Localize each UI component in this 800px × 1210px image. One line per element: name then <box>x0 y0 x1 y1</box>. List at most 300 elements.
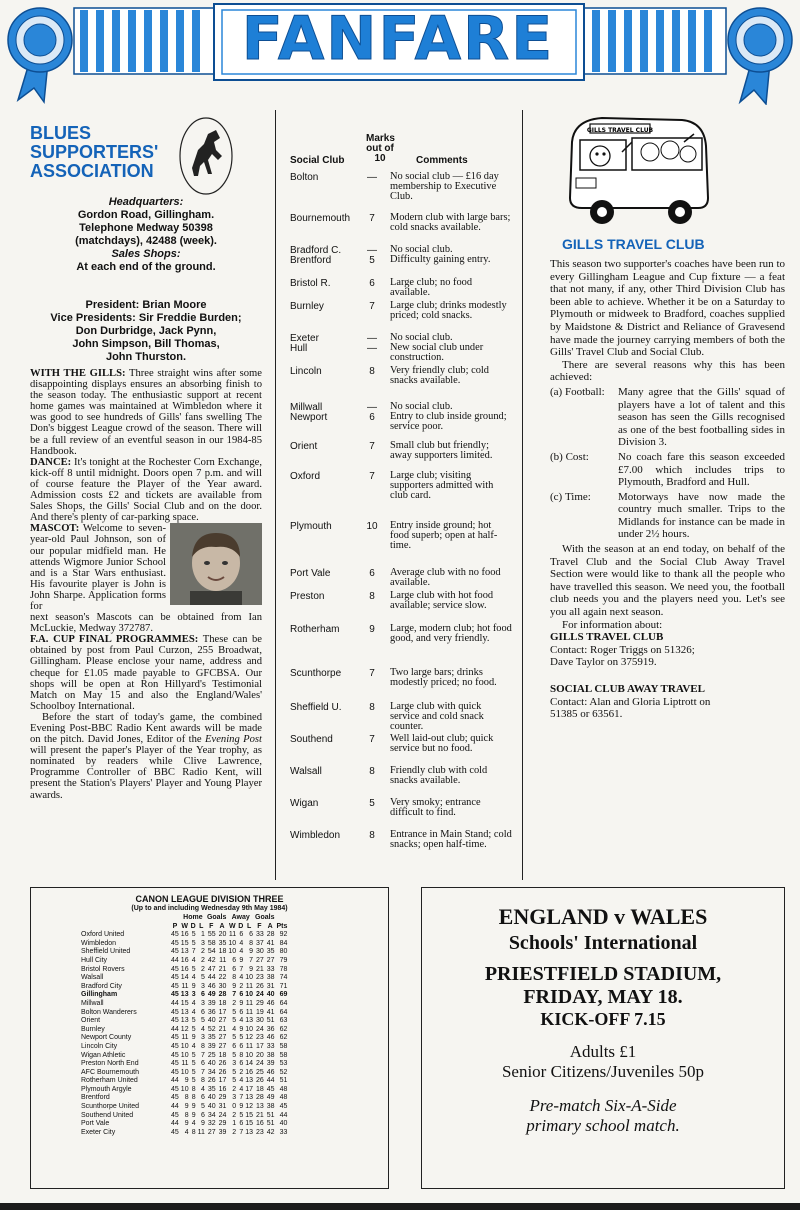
league-row <box>81 1034 289 1043</box>
stat-cell: 3 <box>201 999 205 1007</box>
stat-cell: 13 <box>180 991 189 999</box>
stat-cell: 19 <box>255 1008 264 1016</box>
stat-cell: 16 <box>255 1120 264 1128</box>
league-row <box>81 1017 289 1026</box>
club-mark: 8 <box>369 591 375 602</box>
stat-cell: 35 <box>207 1034 216 1042</box>
stat-cell: 45 <box>171 1017 179 1025</box>
reason-item <box>550 386 785 449</box>
league-row <box>81 948 289 957</box>
club-name: Lincoln <box>290 366 322 377</box>
stat-cell: 4 <box>184 1128 189 1136</box>
stat-cell: 26 <box>255 1077 264 1085</box>
stat-cell: 51 <box>266 1120 275 1128</box>
club-name: Newport <box>290 412 328 423</box>
stat-cell: 78 <box>279 965 288 973</box>
news-heading: MASCOT: <box>30 523 80 535</box>
stat-cell: 4 <box>239 948 244 956</box>
stat-cell: 13 <box>180 1017 189 1025</box>
stat-cell: 9 <box>191 982 196 990</box>
travel-club-title: GILLS TRAVEL CLUB <box>562 236 705 252</box>
club-mark: 7 <box>369 668 375 679</box>
reason-key: (c) <box>550 490 563 503</box>
stat-cell: 2 <box>232 1111 237 1119</box>
club-mark: 5 <box>369 255 375 266</box>
fanfare-banner <box>0 0 800 105</box>
club-comment: Entrance in Main Stand; cold snacks; open half-time. <box>390 829 512 851</box>
team-name: Bristol Rovers <box>81 965 125 973</box>
club-comment: Modern club with large bars; cold snacks available. <box>390 212 511 234</box>
club-comment: Very friendly club; cold snacks available. <box>390 365 489 387</box>
club-mark: — <box>367 343 377 354</box>
stat-cell: 44 <box>171 999 179 1007</box>
club-comment: Large club; visiting supporters admitted with club card. <box>390 470 494 502</box>
news-text: next season's Mascots can be obtained from Ian McLuckie, Medway 372787. <box>30 612 262 635</box>
club-mark: 8 <box>369 830 375 841</box>
officer-line: Don Durbridge, Jack Pynn, <box>75 325 217 337</box>
match-kickoff: KICK-OFF 7.15 <box>540 1009 666 1029</box>
league-row <box>81 974 289 983</box>
league-row <box>81 1094 289 1103</box>
stat-cell: 46 <box>266 999 275 1007</box>
stat-cell: 7 <box>239 1128 244 1136</box>
stat-cell: 11 <box>181 982 189 990</box>
stat-cell: 40 <box>279 1120 288 1128</box>
club-name: Bradford C. <box>290 245 342 256</box>
stat-cell: 40 <box>207 1103 216 1111</box>
stat-cell: 24 <box>218 1111 227 1119</box>
news-text: will present the paper's Player of the Year trophy, as nominated by readers while Clive Lawrence, Programme Controller of BBC Radio Kent, will present the Station's Players' Player and Young Player awards. <box>30 745 262 801</box>
team-name: Rotherham United <box>81 1077 138 1085</box>
stat-cell: 58 <box>279 1051 288 1059</box>
club-mark: 9 <box>369 624 375 635</box>
club-comment: Large club with quick service and cold snack counter. <box>390 701 484 733</box>
stat-cell: 10 <box>245 974 254 982</box>
stat-cell: 51 <box>266 1111 275 1119</box>
stat-cell: 26 <box>255 982 264 990</box>
travel-paragraph: There are several reasons why this has been achieved: <box>550 358 785 384</box>
stat-cell: 35 <box>218 939 227 947</box>
stat-cell: 21 <box>218 965 227 973</box>
stat-cell: 62 <box>279 1025 288 1033</box>
stat-cell: 44 <box>171 1025 179 1033</box>
stat-cell: 10 <box>180 1042 189 1050</box>
league-row <box>81 1112 289 1121</box>
team-name: Port Vale <box>81 1120 110 1128</box>
team-name: Southend United <box>81 1111 134 1119</box>
news-text: Welcome to seven-year-old Paul Johnson, son of our popular midfield man. He attends Wigmore Junior School and is a Star Wars enthusiast. His favourite player is John is John Sharpe. Application forms for <box>30 523 166 612</box>
stat-cell: 1 <box>201 931 205 939</box>
stat-cell: 5 <box>232 1008 237 1016</box>
stat-cell: 24 <box>255 1060 264 1068</box>
stat-cell: 10 <box>228 939 237 947</box>
reason-key: (a) <box>550 385 563 398</box>
league-row <box>81 931 289 940</box>
league-row <box>81 1120 289 1129</box>
stat-cell: 4 <box>232 1025 237 1033</box>
news-text: It's tonight at the Rochester Corn Exchange, kick-off 8 until midnight. Doors open 7 p.m. and will of course feature the Player of the Year award. Admission costs £2 and tickets are available from Sales Shops, the Gills' Social Club and on the door. And there's plenty of car-parking space. <box>30 456 262 524</box>
stat-cell: 26 <box>207 1077 216 1085</box>
stat-cell: 33 <box>266 965 275 973</box>
team-name: Plymouth Argyle <box>81 1085 132 1093</box>
stat-cell: 23 <box>255 974 264 982</box>
stat-cell: 6 <box>239 991 244 999</box>
stat-cell: 6 <box>232 965 237 973</box>
stat-cell: 7 <box>191 948 196 956</box>
club-mark: 8 <box>369 702 375 713</box>
stat-cell: 17 <box>218 1077 227 1085</box>
stat-cell: 11 <box>245 982 254 990</box>
club-mark: — <box>367 402 377 413</box>
team-name: Gillingham <box>81 991 118 999</box>
stat-cell: 2 <box>201 956 205 964</box>
stat-cell: 5 <box>201 1017 205 1025</box>
stat-cell: 4 <box>239 939 244 947</box>
stat-cell: 38 <box>266 1051 275 1059</box>
club-comment: Difficulty gaining entry. <box>390 254 491 265</box>
stat-cell: 28 <box>255 1094 264 1102</box>
team-name: Hull City <box>81 956 108 964</box>
team-name: Brentford <box>81 1094 110 1102</box>
news-heading: F.A. CUP FINAL PROGRAMMES: <box>30 634 199 646</box>
footer-bar <box>0 1203 800 1210</box>
stat-cell: 11 <box>181 1034 189 1042</box>
stat-cell: 13 <box>255 1103 264 1111</box>
news-heading: DANCE: <box>30 456 72 468</box>
travel-paragraph: This season two supporter's coaches have been run to every Gillingham League and Cup fixture — a feat that not many, if any, other Third Division Club has been able to achieve. Whether it be on a Saturday to Plymouth or midweek to Bradford, coaches supplied by Maidstone & District and Reliance of Gravesend have made the journey carrying members of both the Gills' Travel Club and Social Club. <box>550 258 785 359</box>
stat-cell: 42 <box>266 1128 275 1136</box>
stat-cell: 13 <box>180 1008 189 1016</box>
stat-cell: 29 <box>218 1120 227 1128</box>
stat-cell: 6 <box>232 956 237 964</box>
club-name: Walsall <box>290 766 322 777</box>
stat-cell: 16 <box>180 931 189 939</box>
league-row <box>81 1086 289 1095</box>
team-name: Wimbledon <box>81 939 117 947</box>
price-adults: Adults £1 <box>569 1042 637 1061</box>
stat-cell: 4 <box>191 974 196 982</box>
league-row <box>81 1026 289 1035</box>
stat-cell: 18 <box>255 1085 264 1093</box>
reason-text: No coach fare this season exceeded £7.00 which includes trips to Plymouth, Bradford and Hull. <box>618 450 785 489</box>
stat-cell: 4 <box>191 956 196 964</box>
stat-cell: 27 <box>255 956 264 964</box>
club-comment: New social club under construction. <box>390 342 484 364</box>
stat-cell: 9 <box>191 1034 196 1042</box>
stat-cell: 21 <box>218 1025 227 1033</box>
club-name: Burnley <box>290 301 324 312</box>
stat-cell: 11 <box>181 1060 189 1068</box>
stat-cell: 15 <box>180 939 189 947</box>
stat-cell: 10 <box>245 1025 254 1033</box>
stat-cell: 44 <box>171 956 179 964</box>
stat-cell: 17 <box>245 1085 254 1093</box>
match-title: ENGLAND v WALES <box>498 904 708 929</box>
stat-cell: 45 <box>171 1008 179 1016</box>
stat-cell: 30 <box>255 948 264 956</box>
stat-cell: 55 <box>207 931 216 939</box>
bsa-title-line: ASSOCIATION <box>30 161 154 181</box>
column-header: Pts <box>276 922 288 930</box>
news-paragraph <box>30 634 262 712</box>
header-comments: Comments <box>416 155 468 166</box>
stat-cell: 39 <box>207 1042 216 1050</box>
stat-cell: 2 <box>232 1085 237 1093</box>
stat-cell: 15 <box>180 999 189 1007</box>
team-name: Orient <box>81 1017 101 1025</box>
stat-cell: 9 <box>201 1120 205 1128</box>
left-rosette-icon <box>8 8 72 102</box>
club-name: Scunthorpe <box>290 668 342 679</box>
stat-cell: 1 <box>232 1120 237 1128</box>
team-name: Millwall <box>81 999 104 1007</box>
news-paragraph <box>30 712 262 801</box>
prematch-line: primary school match. <box>526 1116 680 1135</box>
stat-cell: 5 <box>191 939 196 947</box>
stat-cell: 45 <box>171 965 179 973</box>
stat-cell: 10 <box>245 1051 254 1059</box>
stat-cell: 26 <box>218 1068 227 1076</box>
stat-cell: 7 <box>201 1068 205 1076</box>
league-row <box>81 957 289 966</box>
match-venue: PRIESTFIELD STADIUM, <box>484 963 722 985</box>
stat-cell: 16 <box>180 956 189 964</box>
stat-cell: 5 <box>232 1068 237 1076</box>
shops-text: At each end of the ground. <box>76 261 216 273</box>
club-name: Preston <box>290 591 325 602</box>
stat-cell: 31 <box>266 982 275 990</box>
stat-cell: 7 <box>201 1051 205 1059</box>
club-name: Bristol R. <box>290 278 331 289</box>
stat-cell: 58 <box>279 1042 288 1050</box>
stat-cell: 84 <box>279 939 288 947</box>
stat-cell: 2 <box>239 982 244 990</box>
news-heading: WITH THE GILLS: <box>30 368 126 379</box>
club-comment: Small club but friendly; away supporters limited. <box>390 440 493 462</box>
column-header: W <box>181 922 188 930</box>
club-mark: 10 <box>366 521 378 532</box>
stat-cell: 45 <box>171 931 179 939</box>
stat-cell: 5 <box>201 1103 205 1111</box>
stat-cell: 5 <box>191 1017 196 1025</box>
stat-cell: 5 <box>191 1077 196 1085</box>
team-name: Exeter City <box>81 1128 116 1136</box>
stat-cell: 4 <box>191 1042 196 1050</box>
stat-cell: 28 <box>218 991 227 999</box>
stat-cell: 49 <box>207 991 216 999</box>
stat-cell: 18 <box>218 948 227 956</box>
stat-cell: 9 <box>184 1077 189 1085</box>
club-comment: Large club; drinks modestly priced; cold snacks. <box>390 300 507 322</box>
stat-cell: 16 <box>245 1068 254 1076</box>
contact-line: 51385 or 63561. <box>550 708 623 721</box>
stat-cell: 45 <box>171 1060 179 1068</box>
club-comment: Large club; no food available. <box>390 277 473 299</box>
stat-cell: 21 <box>255 965 264 973</box>
stat-cell: 6 <box>239 931 244 939</box>
stat-cell: 35 <box>207 1085 216 1093</box>
stat-cell: 54 <box>207 948 216 956</box>
news-paragraph <box>30 368 262 457</box>
stat-cell: 7 <box>239 1094 244 1102</box>
club-mark: 8 <box>369 766 375 777</box>
stat-cell: 45 <box>171 1111 179 1119</box>
stat-cell: 48 <box>279 1094 288 1102</box>
stat-cell: 6 <box>201 1111 205 1119</box>
club-name: Southend <box>290 734 333 745</box>
league-row <box>81 1129 289 1138</box>
stat-cell: 2 <box>232 999 237 1007</box>
stat-cell: 16 <box>180 965 189 973</box>
stat-cell: 46 <box>266 1068 275 1076</box>
league-row <box>81 991 289 1000</box>
stat-cell: 8 <box>184 1111 189 1119</box>
team-name: Burnley <box>81 1025 105 1033</box>
stat-cell: 0 <box>232 1103 237 1111</box>
stat-cell: 5 <box>191 1025 196 1033</box>
hq-line: (matchdays), 42488 (week). <box>75 235 217 247</box>
shops-label: Sales Shops: <box>111 248 181 260</box>
league-row <box>81 1000 289 1009</box>
mascot-block <box>30 523 262 612</box>
stat-cell: 45 <box>171 982 179 990</box>
stat-cell: 39 <box>218 1128 227 1136</box>
club-name: Brentford <box>290 255 332 266</box>
info-club: GILLS TRAVEL CLUB <box>550 631 664 644</box>
stat-cell: 27 <box>218 1034 227 1042</box>
league-row <box>81 1060 289 1069</box>
stat-cell: 71 <box>279 982 288 990</box>
stat-cell: 9 <box>239 1103 244 1111</box>
stat-cell: 3 <box>232 1060 237 1068</box>
stat-cell: 5 <box>191 1068 196 1076</box>
stat-cell: 4 <box>239 1077 244 1085</box>
stat-cell: 27 <box>266 956 275 964</box>
stat-cell: 33 <box>279 1128 288 1136</box>
team-name: Wigan Athletic <box>81 1051 126 1059</box>
team-name: Scunthorpe United <box>81 1103 139 1111</box>
stat-cell: 53 <box>279 1060 288 1068</box>
stat-cell: 4 <box>191 999 196 1007</box>
league-group-header <box>81 914 289 923</box>
club-name: Exeter <box>290 333 319 344</box>
stat-cell: 36 <box>266 1025 275 1033</box>
club-name: Port Vale <box>290 568 331 579</box>
stat-cell: 5 <box>191 1060 196 1068</box>
stat-cell: 64 <box>279 999 288 1007</box>
club-comment: Entry to club inside ground; service poor. <box>390 411 507 433</box>
stat-cell: 26 <box>218 1060 227 1068</box>
team-name: Bradford City <box>81 982 122 990</box>
stat-cell: 51 <box>266 1017 275 1025</box>
price-seniors: Senior Citizens/Juveniles 50p <box>501 1062 705 1081</box>
club-name: Bournemouth <box>290 213 351 224</box>
stat-cell: 8 <box>191 1094 196 1102</box>
stat-cell: 8 <box>239 1051 244 1059</box>
club-comment: Large club with hot food available; service slow. <box>390 590 494 612</box>
stat-cell: 13 <box>245 1128 254 1136</box>
stat-cell: 40 <box>207 1017 216 1025</box>
stat-cell: 12 <box>245 1034 254 1042</box>
league-row <box>81 1077 289 1086</box>
bsa-title <box>30 124 180 181</box>
club-name: Orient <box>290 441 318 452</box>
stat-cell: 8 <box>191 1128 196 1136</box>
stat-cell: 80 <box>279 948 288 956</box>
group-header-cell: Away <box>231 914 250 921</box>
team-name: Oxford United <box>81 931 125 939</box>
stat-cell: 10 <box>245 991 254 999</box>
stat-cell: 5 <box>201 974 205 982</box>
stat-cell: 9 <box>184 1120 189 1128</box>
stat-cell: 45 <box>266 1085 275 1093</box>
club-comment: No social club. <box>390 332 453 343</box>
stat-cell: 30 <box>218 982 227 990</box>
stat-cell: 23 <box>255 1034 264 1042</box>
stat-cell: 45 <box>171 1128 179 1136</box>
stat-cell: 34 <box>207 1068 216 1076</box>
coach-cartoon-icon <box>562 112 712 228</box>
stat-cell: 8 <box>184 1094 189 1102</box>
stat-cell: 6 <box>249 931 254 939</box>
reason-key: (b) <box>550 450 563 463</box>
stat-cell: 4 <box>239 1017 244 1025</box>
stat-cell: 3 <box>191 991 196 999</box>
column-header: D <box>190 922 196 930</box>
stat-cell: 4 <box>191 1008 196 1016</box>
column-header: F <box>209 922 214 930</box>
stat-cell: 47 <box>207 965 216 973</box>
stat-cell: 25 <box>255 1068 264 1076</box>
team-header <box>81 923 171 932</box>
group-header-cell <box>277 914 290 923</box>
stat-cell: 44 <box>266 1077 275 1085</box>
club-comment: Entry inside ground; hot food superb; open at half-time. <box>390 520 498 552</box>
stat-cell: 11 <box>245 999 254 1007</box>
stat-cell: 25 <box>207 1051 216 1059</box>
contact-line: Dave Taylor on 375919. <box>550 656 657 669</box>
stat-cell: 45 <box>171 991 179 999</box>
stat-cell: 10 <box>180 1068 189 1076</box>
stat-cell: 62 <box>279 1034 288 1042</box>
club-mark: 5 <box>369 798 375 809</box>
kent-horse-emblem-icon <box>178 116 234 196</box>
info-label: For information about: <box>562 618 663 631</box>
club-mark: 7 <box>369 213 375 224</box>
match-date: FRIDAY, MAY 18. <box>523 986 683 1008</box>
stat-cell: 27 <box>218 1017 227 1025</box>
bsa-news <box>30 368 262 801</box>
officers-block <box>30 299 262 364</box>
stat-cell: 5 <box>232 1034 237 1042</box>
stat-cell: 33 <box>255 931 264 939</box>
column-header: F <box>257 922 262 930</box>
stat-cell: 3 <box>201 982 205 990</box>
stat-cell: 30 <box>255 1017 264 1025</box>
stat-cell: 45 <box>171 939 179 947</box>
contact-line: Contact: Roger Triggs on 51326; <box>550 643 695 656</box>
club-name: Wimbledon <box>290 830 341 841</box>
stat-cell: 45 <box>171 1042 179 1050</box>
stat-cell: 45 <box>171 1085 179 1093</box>
stat-cell: 6 <box>201 1008 205 1016</box>
club-comment: Large, modern club; hot food good, and very friendly. <box>390 623 512 645</box>
news-text: These can be obtained by post from Paul Curzon, 255 Broadwat, Gillingham. Please enclose your name, address and cheque for £1.05 made payable to GFCBSA. Our shops will be open at Ron Hillyard's Testimonial Match on May 15 and also the England/Wales' Schoolboy International. <box>30 634 262 712</box>
league-row <box>81 1069 289 1078</box>
stat-cell: 48 <box>279 1085 288 1093</box>
stat-cell: 24 <box>255 991 264 999</box>
stat-cell: 52 <box>207 1025 216 1033</box>
